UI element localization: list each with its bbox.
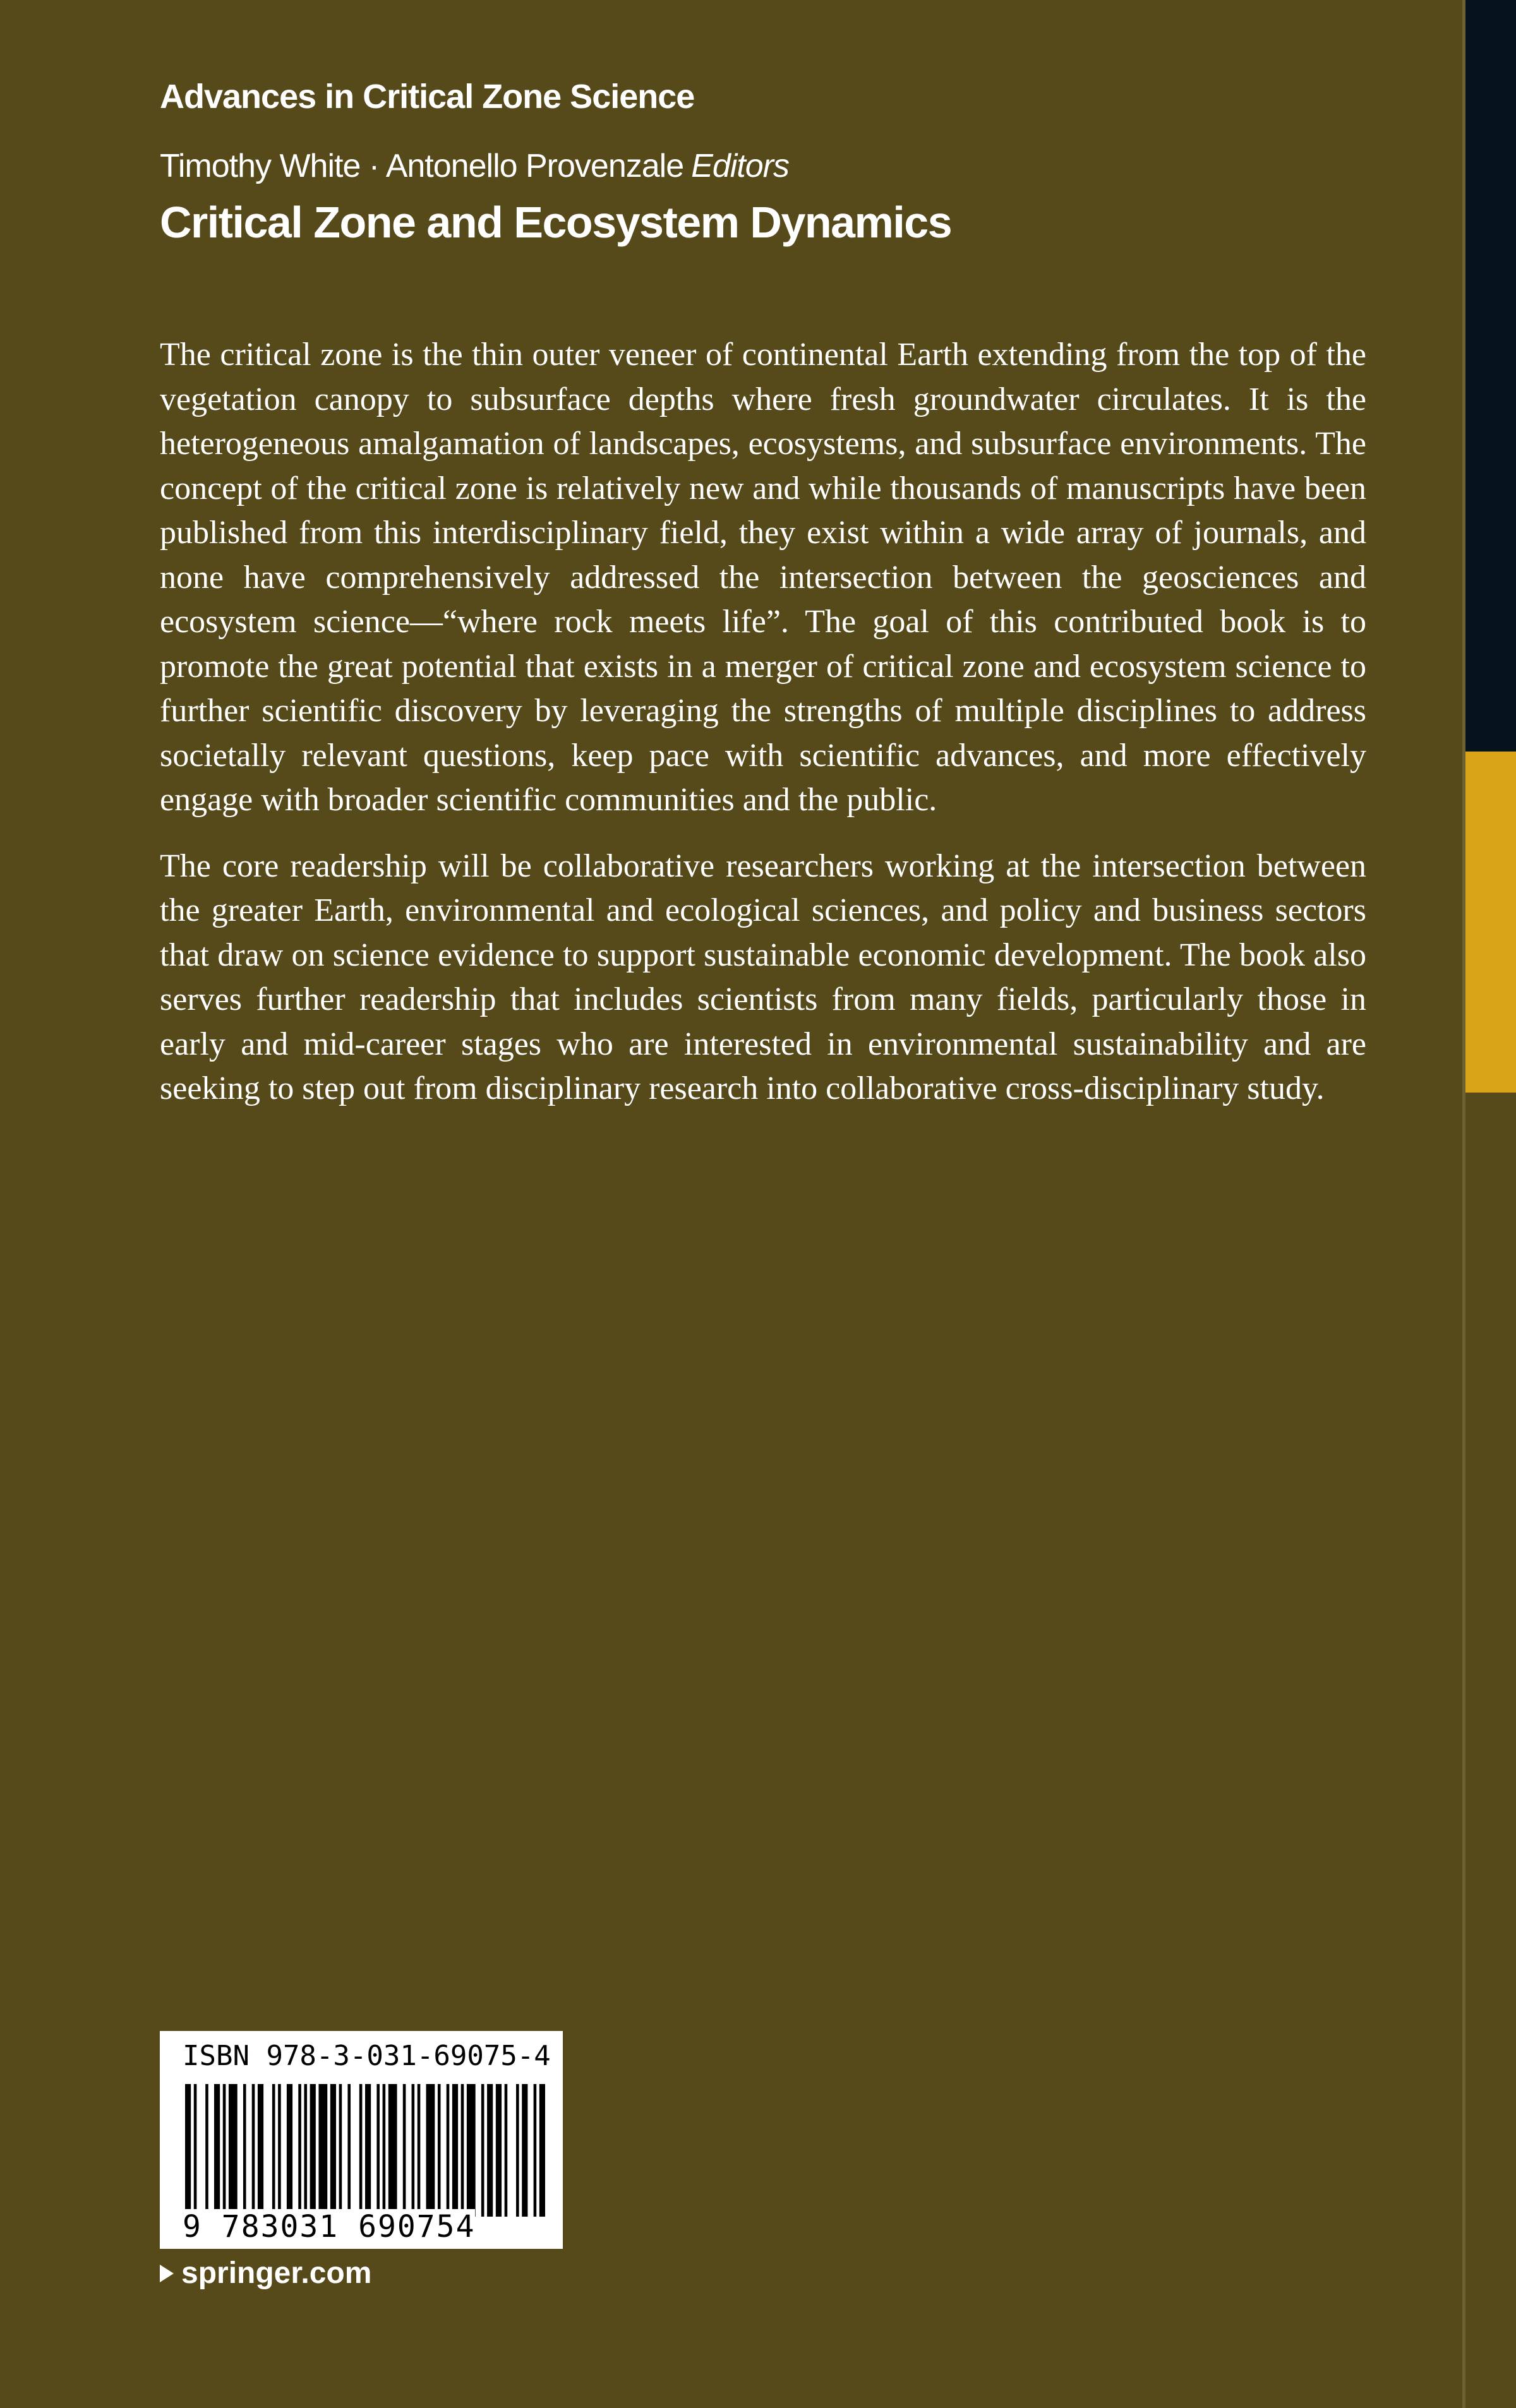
- barcode-bar: [487, 2084, 493, 2217]
- barcode-bar: [452, 2084, 458, 2217]
- barcode-bar: [496, 2084, 502, 2217]
- editors-line: [160, 147, 789, 185]
- barcode-bar: [412, 2084, 415, 2217]
- barcode-bar: [347, 2084, 351, 2217]
- barcode-bar: [194, 2084, 197, 2217]
- barcode-bar: [522, 2084, 527, 2217]
- barcode-bar: [438, 2084, 441, 2217]
- barcode-bar: [298, 2084, 301, 2217]
- editors-role: Editors: [691, 148, 789, 184]
- barcode-bar: [278, 2084, 281, 2217]
- barcode-bar: [481, 2084, 484, 2217]
- barcode-bar: [403, 2084, 406, 2217]
- spine-edge: [1462, 0, 1516, 2408]
- barcode-bar: [214, 2084, 220, 2217]
- spine-gold-band: [1465, 752, 1516, 1093]
- barcode-bar: [383, 2084, 386, 2217]
- barcode-bar: [258, 2084, 263, 2217]
- barcode-bar: [388, 2084, 397, 2217]
- arrow-right-icon: [160, 2265, 174, 2282]
- barcode-bar: [467, 2084, 476, 2217]
- barcode-bar: [461, 2084, 464, 2217]
- blurb-paragraph-1: The critical zone is the thin outer veneer of continental Earth extending from the top of the vegetation canopy to subsurface depths where fresh groundwater circulates. It is the heterogeneous amalgamation of landscapes, ecosystems, and subsurface environments. The concept of the critical zone is relatively new and while thousands of manuscripts have been published from this interdisciplinary field, they exist within a wide array of journals, and none have comprehensively addressed the intersection between the geosciences and ecosystem science—“where rock meets life”. The goal of this contributed book is to promote the great potential that exists in a merger of critical zone and ecosystem science to further scientific discovery by leveraging the strengths of multiple disciplines to address societally relevant questions, keep pace with scientific advances, and more effectively engage with broader scientific communities and the public.: [160, 337, 1366, 818]
- barcode-bar: [376, 2084, 380, 2217]
- isbn-label: ISBN 978-3-031-69075-4: [183, 2040, 551, 2072]
- barcode-graphic: [185, 2084, 545, 2217]
- barcode-bar: [516, 2084, 519, 2217]
- series-title: Advances in Critical Zone Science: [160, 78, 695, 116]
- barcode-digits: 9 783031 690754: [183, 2209, 476, 2244]
- publisher-link[interactable]: [160, 2256, 371, 2291]
- editor-names: Timothy White · Antonello Provenzale: [160, 148, 684, 184]
- barcode-bar: [205, 2084, 208, 2217]
- blurb: [160, 333, 1366, 1111]
- barcode-bar: [359, 2084, 363, 2217]
- barcode-bar: [185, 2084, 191, 2217]
- publisher-link-text[interactable]: springer.com: [181, 2256, 372, 2290]
- spine-dark-band: [1465, 0, 1516, 752]
- barcode-bar: [223, 2084, 226, 2217]
- barcode-bar: [310, 2084, 316, 2217]
- barcode-bar: [534, 2084, 537, 2217]
- barcode-bar: [287, 2084, 292, 2217]
- book-title: Critical Zone and Ecosystem Dynamics: [160, 198, 952, 247]
- barcode-bar: [252, 2084, 255, 2217]
- barcode-bar: [330, 2084, 336, 2217]
- barcode-bar: [318, 2084, 327, 2217]
- barcode-bar: [418, 2084, 421, 2217]
- barcode-bar: [304, 2084, 307, 2217]
- barcode-bar: [229, 2084, 238, 2217]
- barcode-bar: [447, 2084, 450, 2217]
- barcode-bar: [243, 2084, 246, 2217]
- barcode-bar: [426, 2084, 435, 2217]
- barcode-bar: [339, 2084, 342, 2217]
- isbn-barcode-block: [160, 2031, 563, 2249]
- barcode-bar: [539, 2084, 545, 2217]
- barcode-bar: [505, 2084, 508, 2217]
- barcode-bar: [272, 2084, 275, 2217]
- barcode-bar: [365, 2084, 371, 2217]
- blurb-paragraph-2: The core readership will be collaborative researchers working at the intersection between the greater Earth, environmental and ecological sciences, and policy and business sectors that draw on science evidence to support sustainable economic development. The book also serves further readership that includes scientists from many fields, particularly those in early and mid-career stages who are interested in environmental sustainability and are seeking to step out from disciplinary research into collaborative cross-disciplinary study.: [160, 848, 1366, 1106]
